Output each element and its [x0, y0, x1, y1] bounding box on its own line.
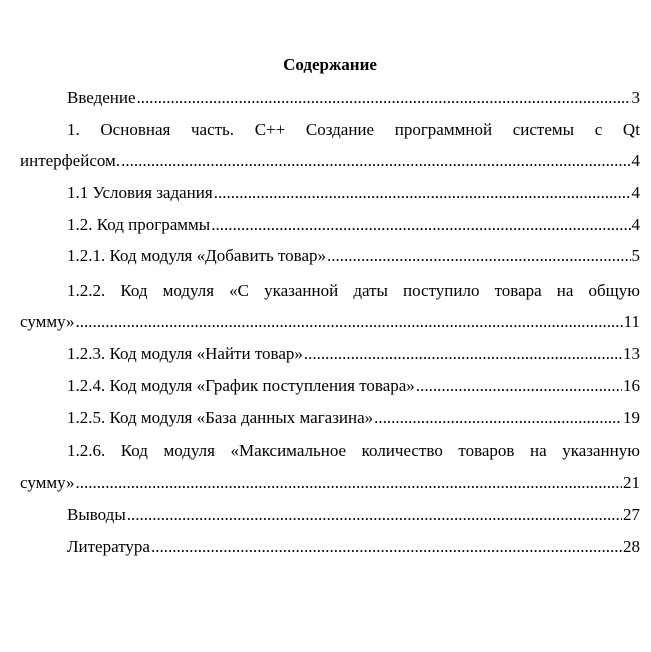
toc-entry-text: сумму» — [20, 312, 75, 331]
toc-word: указанную — [562, 441, 640, 460]
toc-entry[interactable] — [67, 407, 640, 429]
toc-entry-line1[interactable] — [67, 119, 640, 141]
toc-leader-dots — [76, 472, 622, 494]
toc-entry-text: Литература — [67, 537, 150, 556]
toc-leader-dots — [137, 87, 631, 109]
toc-leader-dots — [121, 150, 630, 172]
toc-entry[interactable] — [67, 214, 640, 236]
toc-entry-line1[interactable] — [67, 280, 640, 302]
toc-word: поступило — [403, 281, 480, 300]
toc-word: с — [594, 120, 603, 139]
toc-entry-line1[interactable] — [67, 440, 640, 462]
toc-word: C++ — [254, 120, 286, 139]
toc-entry[interactable] — [67, 536, 640, 558]
toc-entry-text: 1.2. Код программы — [67, 215, 211, 234]
toc-leader-dots — [211, 214, 630, 236]
toc-word: на — [530, 441, 547, 460]
toc-leader-dots — [214, 182, 631, 204]
toc-word: 1. — [67, 120, 80, 139]
toc-word: программной — [394, 120, 493, 139]
toc-entry-text: 1.1 Условия задания — [67, 183, 213, 202]
toc-entry-line2[interactable] — [20, 150, 640, 172]
toc-word: 1.2.2. — [67, 281, 106, 300]
toc-entry[interactable] — [67, 343, 640, 365]
toc-leader-dots — [127, 504, 622, 526]
toc-entry[interactable] — [67, 245, 640, 267]
toc-word: Код — [120, 281, 148, 300]
toc-word: модуля — [163, 441, 215, 460]
toc-title: Содержание — [283, 55, 377, 74]
toc-entry[interactable] — [67, 87, 640, 109]
toc-word: Создание — [305, 120, 375, 139]
toc-word: Основная — [100, 120, 171, 139]
toc-entry[interactable] — [67, 504, 640, 526]
toc-word: общую — [588, 281, 640, 300]
toc-leader-dots — [76, 311, 623, 333]
toc-entry-page: 16 — [623, 376, 640, 395]
toc-word: «С — [229, 281, 250, 300]
toc-word: товара — [494, 281, 542, 300]
toc-entry[interactable] — [67, 182, 640, 204]
toc-entry-page: 28 — [623, 537, 640, 556]
toc-entry-page: 27 — [623, 505, 640, 524]
toc-entry-page: 5 — [631, 246, 640, 265]
toc-word: системы — [512, 120, 575, 139]
toc-entry-page: 3 — [631, 88, 640, 107]
toc-word: на — [556, 281, 574, 300]
toc-leader-dots — [327, 245, 630, 267]
toc-entry-text: интерфейсом. — [20, 151, 121, 170]
toc-entry-text: 1.2.4. Код модуля «График поступления товара» — [67, 376, 415, 395]
toc-word: товаров — [458, 441, 515, 460]
toc-leader-dots — [304, 343, 622, 365]
toc-word: Qt — [622, 120, 640, 139]
toc-word: модуля — [162, 281, 215, 300]
toc-word: Код — [120, 441, 148, 460]
toc-entry-page: 21 — [623, 473, 640, 492]
toc-entry-text: 1.2.3. Код модуля «Найти товар» — [67, 344, 303, 363]
toc-entry-page: 4 — [631, 215, 640, 234]
toc-leader-dots — [416, 375, 622, 397]
toc-entry-line2[interactable] — [20, 311, 640, 333]
toc-entry[interactable] — [67, 375, 640, 397]
toc-word: «Максимальное — [230, 441, 347, 460]
toc-word: часть. — [190, 120, 235, 139]
toc-word: количество — [361, 441, 443, 460]
toc-entry-text: Введение — [67, 88, 136, 107]
toc-entry-page: 4 — [631, 151, 640, 170]
toc-word: 1.2.6. — [67, 441, 106, 460]
toc-entry-page: 13 — [623, 344, 640, 363]
toc-word: указанной — [264, 281, 339, 300]
toc-leader-dots — [151, 536, 622, 558]
toc-entry-text: 1.2.1. Код модуля «Добавить товар» — [67, 246, 327, 265]
toc-word: даты — [353, 281, 388, 300]
toc-leader-dots — [374, 407, 622, 429]
toc-entry-page: 19 — [623, 408, 640, 427]
toc-entry-page: 11 — [623, 312, 640, 331]
toc-entry-text: Выводы — [67, 505, 126, 524]
toc-entry-page: 4 — [631, 183, 640, 202]
toc-entry-line2[interactable] — [20, 472, 640, 494]
toc-entry-text: сумму» — [20, 473, 75, 492]
toc-entry-text: 1.2.5. Код модуля «База данных магазина» — [67, 408, 374, 427]
